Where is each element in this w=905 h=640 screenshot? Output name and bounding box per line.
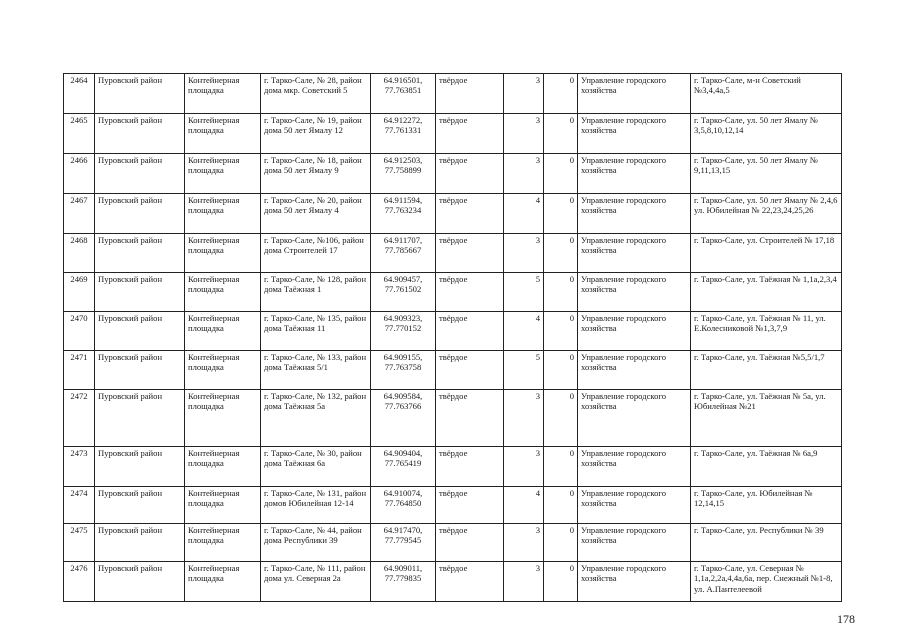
surface-cell: твёрдое [436,351,504,390]
row-number: 2471 [64,351,95,390]
district-cell: Пуровский район [95,114,185,154]
surface-cell: твёрдое [436,390,504,447]
container-count-cell: 3 [504,390,544,447]
served-objects-cell: г. Тарко-Сале, ул. Северная № 1,1а,2,2а,4,4а,6а, пер. Снежный №1-8, ул. А.Пантелеевой [691,562,842,602]
volume-cell: 0 [544,234,578,273]
address-cell: г. Тарко-Сале, № 20, район дома 50 лет Ямалу 4 [261,194,371,234]
district-cell: Пуровский район [95,273,185,312]
surface-cell: твёрдое [436,273,504,312]
district-cell: Пуровский район [95,194,185,234]
coordinates-cell: 64.909457, 77.761502 [371,273,436,312]
address-cell: г. Тарко-Сале, № 44, район дома Республики 39 [261,524,371,562]
row-number: 2472 [64,390,95,447]
served-objects-cell: г. Тарко-Сале, ул. 50 лет Ямалу № 3,5,8,10,12,14 [691,114,842,154]
address-cell: г. Тарко-Сале, № 30, район дома Таёжная 6а [261,447,371,487]
table-row [64,524,842,562]
owner-cell: Управление городского хозяйства [578,154,691,194]
site-type-cell: Контейнерная площадка [185,487,261,524]
district-cell: Пуровский район [95,390,185,447]
container-sites-table [63,73,842,602]
owner-cell: Управление городского хозяйства [578,312,691,351]
site-type-cell: Контейнерная площадка [185,524,261,562]
table-row [64,447,842,487]
container-count-cell: 5 [504,273,544,312]
row-number: 2470 [64,312,95,351]
coordinates-cell: 64.909011, 77.779835 [371,562,436,602]
row-number: 2466 [64,154,95,194]
coordinates-cell: 64.911594, 77.763234 [371,194,436,234]
owner-cell: Управление городского хозяйства [578,487,691,524]
container-count-cell: 4 [504,312,544,351]
site-type-cell: Контейнерная площадка [185,114,261,154]
served-objects-cell: г. Тарко-Сале, ул. Таёжная № 1,1а,2,3,4 [691,273,842,312]
address-cell: г. Тарко-Сале, № 133, район дома Таёжная 5/1 [261,351,371,390]
owner-cell: Управление городского хозяйства [578,447,691,487]
coordinates-cell: 64.912503, 77.758899 [371,154,436,194]
container-count-cell: 3 [504,562,544,602]
served-objects-cell: г. Тарко-Сале, ул. Юбилейная № 12,14,15 [691,487,842,524]
surface-cell: твёрдое [436,447,504,487]
district-cell: Пуровский район [95,562,185,602]
coordinates-cell: 64.909323, 77.770152 [371,312,436,351]
volume-cell: 0 [544,390,578,447]
site-type-cell: Контейнерная площадка [185,390,261,447]
site-type-cell: Контейнерная площадка [185,351,261,390]
owner-cell: Управление городского хозяйства [578,74,691,114]
table-row [64,390,842,447]
site-type-cell: Контейнерная площадка [185,273,261,312]
container-count-cell: 3 [504,114,544,154]
table-row [64,74,842,114]
coordinates-cell: 64.911707, 77.785667 [371,234,436,273]
row-number: 2476 [64,562,95,602]
container-count-cell: 3 [504,74,544,114]
address-cell: г. Тарко-Сале, № 18, район дома 50 лет Ямалу 9 [261,154,371,194]
district-cell: Пуровский район [95,234,185,273]
owner-cell: Управление городского хозяйства [578,562,691,602]
volume-cell: 0 [544,351,578,390]
surface-cell: твёрдое [436,154,504,194]
served-objects-cell: г. Тарко-Сале, ул. 50 лет Ямалу № 2,4,6 ул. Юбилейная № 22,23,24,25,26 [691,194,842,234]
owner-cell: Управление городского хозяйства [578,273,691,312]
coordinates-cell: 64.910074, 77.764850 [371,487,436,524]
table-row [64,351,842,390]
site-type-cell: Контейнерная площадка [185,447,261,487]
coordinates-cell: 64.912272, 77.761331 [371,114,436,154]
row-number: 2467 [64,194,95,234]
row-number: 2469 [64,273,95,312]
table-row [64,114,842,154]
served-objects-cell: г. Тарко-Сале, ул. Таёжная №5,5/1,7 [691,351,842,390]
owner-cell: Управление городского хозяйства [578,114,691,154]
row-number: 2468 [64,234,95,273]
site-type-cell: Контейнерная площадка [185,194,261,234]
district-cell: Пуровский район [95,487,185,524]
served-objects-cell: г. Тарко-Сале, ул. Таёжная № 6а,9 [691,447,842,487]
volume-cell: 0 [544,447,578,487]
surface-cell: твёрдое [436,312,504,351]
district-cell: Пуровский район [95,524,185,562]
site-type-cell: Контейнерная площадка [185,562,261,602]
address-cell: г. Тарко-Сале, № 132, район дома Таёжная 5а [261,390,371,447]
district-cell: Пуровский район [95,154,185,194]
table-row [64,273,842,312]
row-number: 2475 [64,524,95,562]
container-count-cell: 5 [504,351,544,390]
surface-cell: твёрдое [436,194,504,234]
owner-cell: Управление городского хозяйства [578,524,691,562]
container-count-cell: 4 [504,194,544,234]
table-row [64,194,842,234]
owner-cell: Управление городского хозяйства [578,234,691,273]
surface-cell: твёрдое [436,74,504,114]
address-cell: г. Тарко-Сале, № 28, район дома мкр. Советский 5 [261,74,371,114]
table-row [64,487,842,524]
surface-cell: твёрдое [436,562,504,602]
district-cell: Пуровский район [95,74,185,114]
coordinates-cell: 64.917470, 77.779545 [371,524,436,562]
container-count-cell: 4 [504,487,544,524]
row-number: 2465 [64,114,95,154]
volume-cell: 0 [544,114,578,154]
volume-cell: 0 [544,74,578,114]
page-number: 178 [837,612,855,626]
table-row [64,312,842,351]
district-cell: Пуровский район [95,351,185,390]
container-count-cell: 3 [504,234,544,273]
served-objects-cell: г. Тарко-Сале, м-н Советский №3,4,4а,5 [691,74,842,114]
address-cell: г. Тарко-Сале, № 19, район дома 50 лет Ямалу 12 [261,114,371,154]
volume-cell: 0 [544,524,578,562]
row-number: 2473 [64,447,95,487]
surface-cell: твёрдое [436,524,504,562]
district-cell: Пуровский район [95,447,185,487]
address-cell: г. Тарко-Сале, № 131, район домов Юбилейная 12-14 [261,487,371,524]
address-cell: г. Тарко-Сале, №106, район дома Строителей 17 [261,234,371,273]
volume-cell: 0 [544,312,578,351]
coordinates-cell: 64.916501, 77.763851 [371,74,436,114]
owner-cell: Управление городского хозяйства [578,390,691,447]
district-cell: Пуровский район [95,312,185,351]
volume-cell: 0 [544,487,578,524]
table-row [64,154,842,194]
address-cell: г. Тарко-Сале, № 128, район дома Таёжная 1 [261,273,371,312]
owner-cell: Управление городского хозяйства [578,351,691,390]
address-cell: г. Тарко-Сале, № 111, район дома ул. Северная 2а [261,562,371,602]
volume-cell: 0 [544,154,578,194]
served-objects-cell: г. Тарко-Сале, ул. 50 лет Ямалу № 9,11,13,15 [691,154,842,194]
served-objects-cell: г. Тарко-Сале, ул. Республики № 39 [691,524,842,562]
container-count-cell: 3 [504,524,544,562]
volume-cell: 0 [544,562,578,602]
site-type-cell: Контейнерная площадка [185,234,261,273]
row-number: 2474 [64,487,95,524]
surface-cell: твёрдое [436,487,504,524]
container-count-cell: 3 [504,447,544,487]
volume-cell: 0 [544,273,578,312]
owner-cell: Управление городского хозяйства [578,194,691,234]
served-objects-cell: г. Тарко-Сале, ул. Таёжная № 11, ул. Е.Колесниковой №1,3,7,9 [691,312,842,351]
surface-cell: твёрдое [436,234,504,273]
coordinates-cell: 64.909155, 77.763758 [371,351,436,390]
served-objects-cell: г. Тарко-Сале, ул. Строителей № 17,18 [691,234,842,273]
surface-cell: твёрдое [436,114,504,154]
coordinates-cell: 64.909404, 77.765419 [371,447,436,487]
table-row [64,562,842,602]
site-type-cell: Контейнерная площадка [185,154,261,194]
site-type-cell: Контейнерная площадка [185,74,261,114]
container-count-cell: 3 [504,154,544,194]
coordinates-cell: 64.909584, 77.763766 [371,390,436,447]
address-cell: г. Тарко-Сале, № 135, район дома Таёжная 11 [261,312,371,351]
site-type-cell: Контейнерная площадка [185,312,261,351]
row-number: 2464 [64,74,95,114]
volume-cell: 0 [544,194,578,234]
table-row [64,234,842,273]
served-objects-cell: г. Тарко-Сале, ул. Таёжная № 5а, ул. Юбилейная №21 [691,390,842,447]
table-body [64,74,842,602]
